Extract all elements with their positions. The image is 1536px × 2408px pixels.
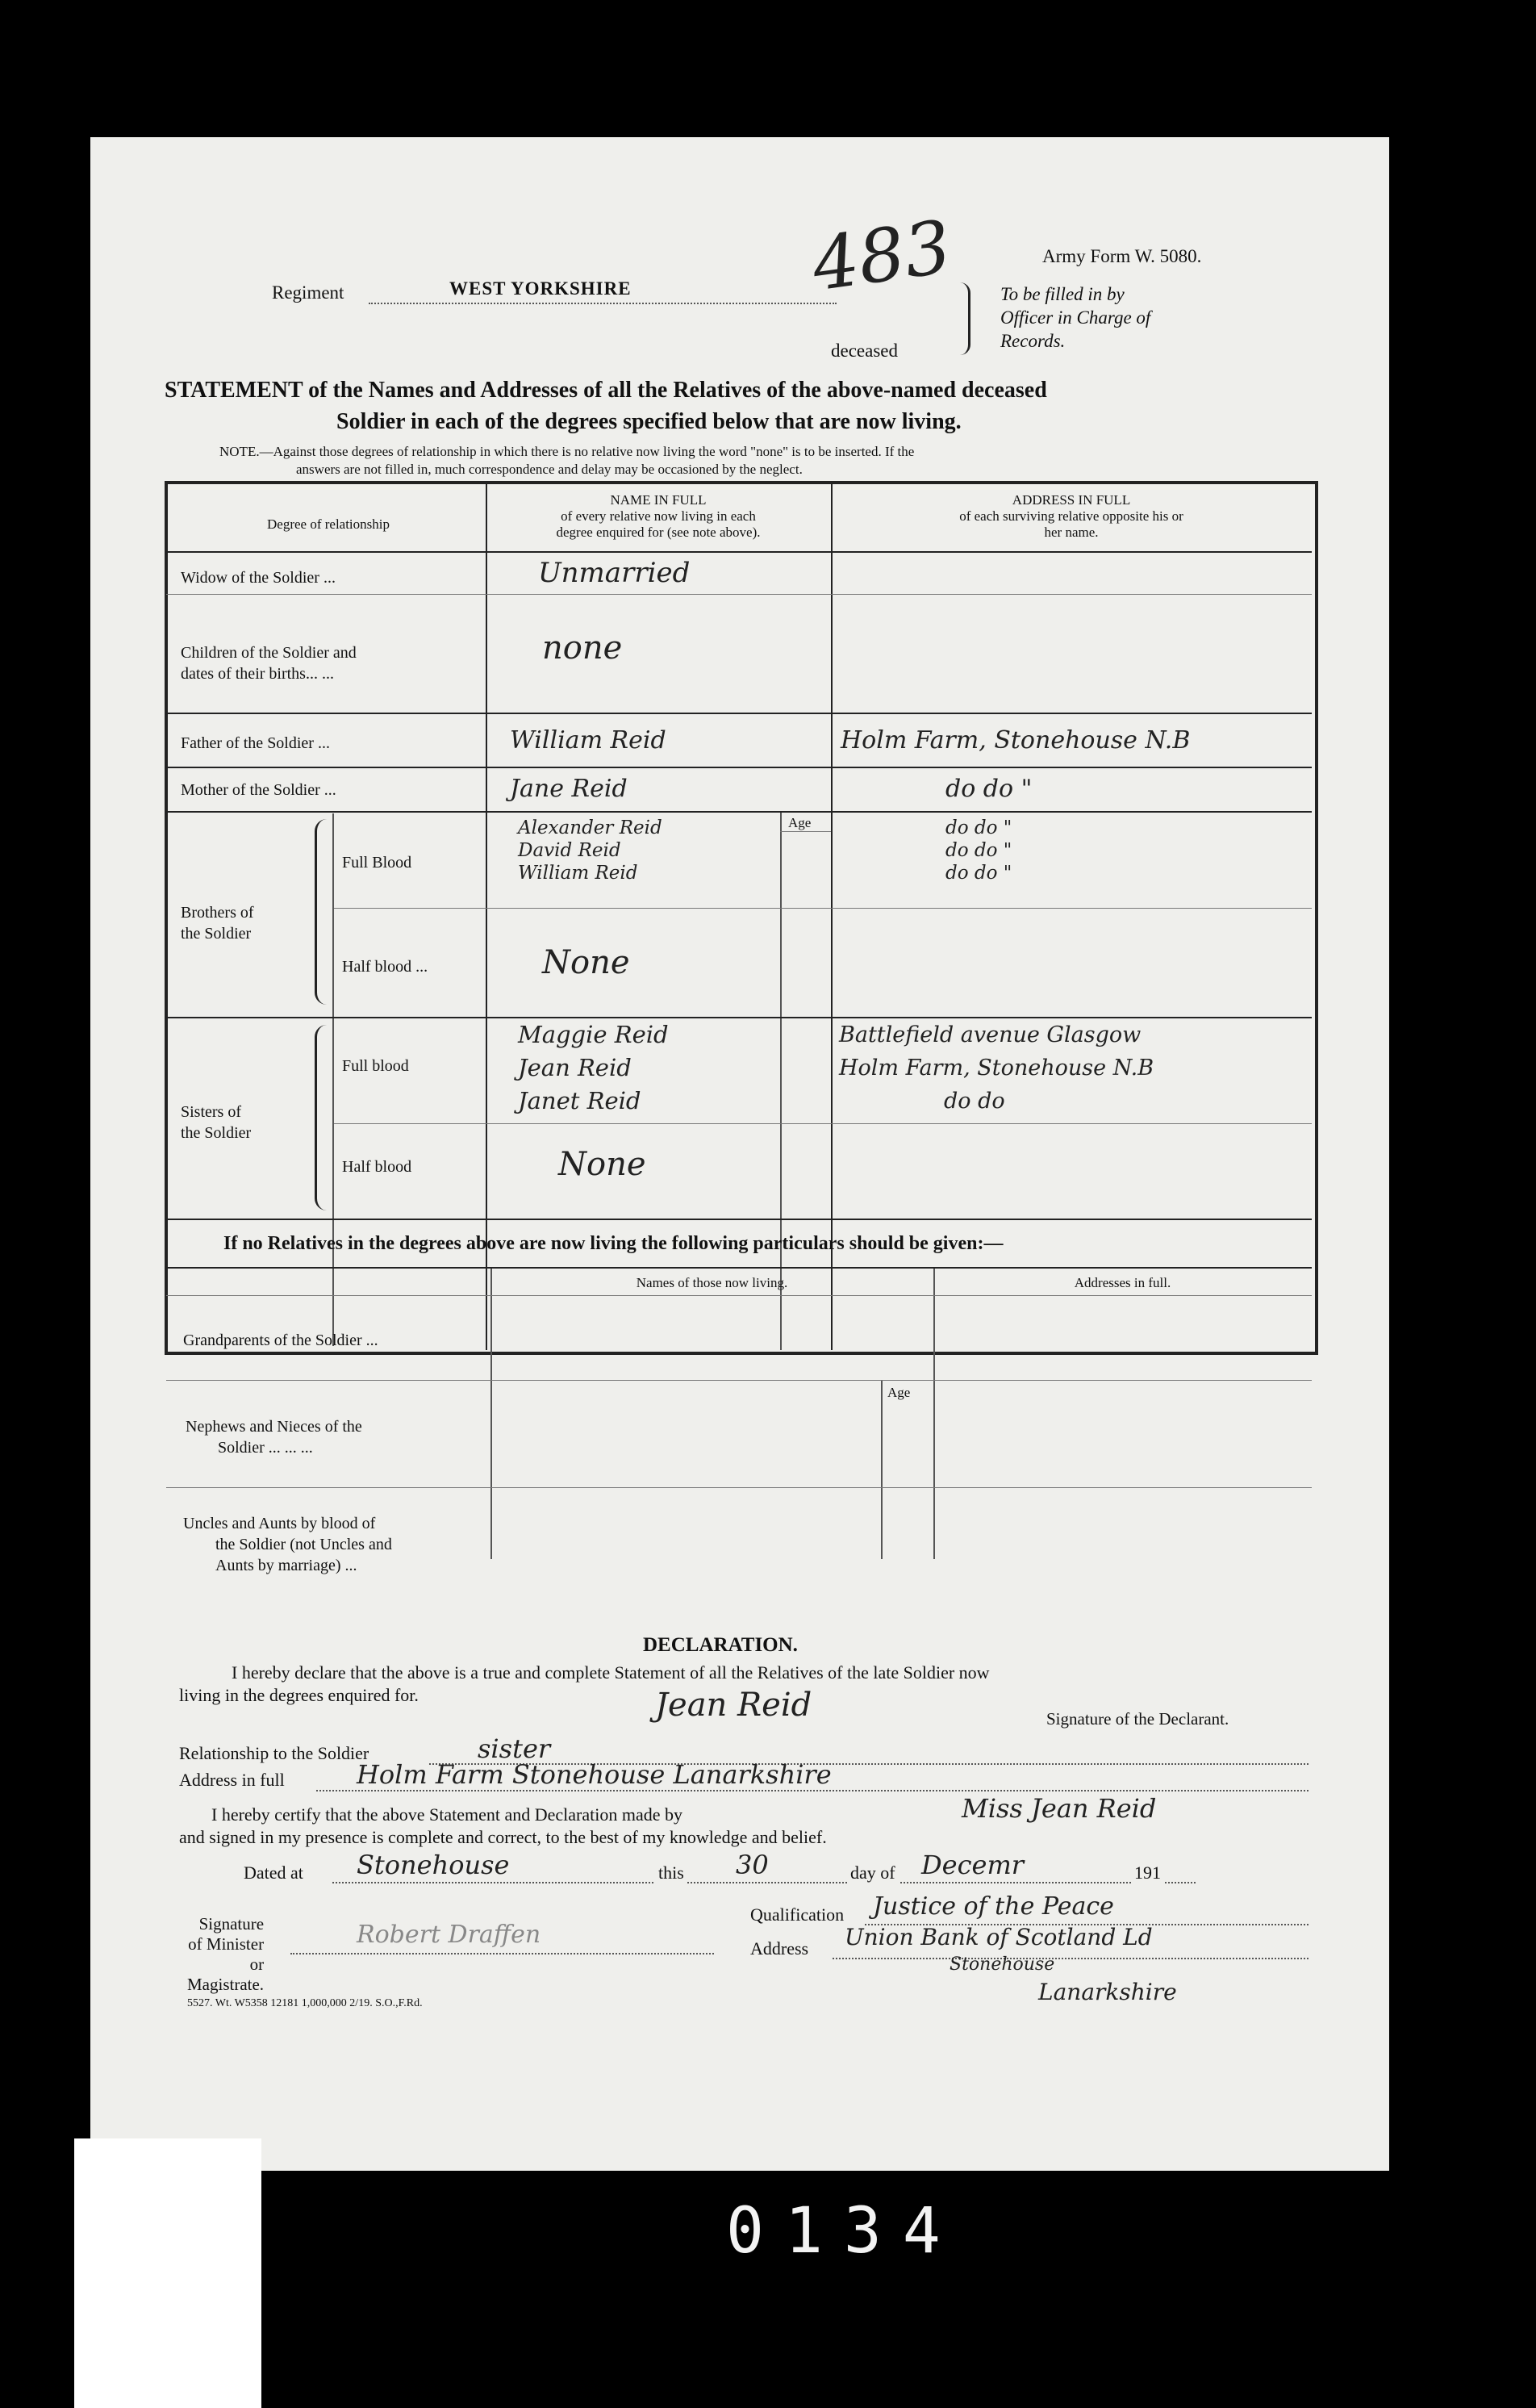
age-label: Age [788,815,812,830]
sister-address: Battlefield avenue Glasgow [839,1022,1142,1047]
header-line: of every relative now living in each [561,508,756,524]
no-relatives-heading: If no Relatives in the degrees above are now living the following particulars should be given:— [223,1233,1004,1254]
dated-line [332,1882,1196,1883]
table2-age-divider [881,1380,883,1559]
row-divider [166,594,1312,595]
sisters-full-addresses [839,1018,1154,1118]
brother-address: do do " [945,817,1012,838]
col-header-name [486,492,831,541]
magistrate-label-line: of Minister [188,1934,265,1954]
uncles-label-line: Uncles and Aunts by blood of [183,1515,376,1532]
certify-text-1: I hereby certify that the above Statement and Declaration made by [211,1804,682,1825]
header-line: ADDRESS IN FULL [1012,492,1131,508]
brothers-label [181,902,254,944]
sisters-label [181,1102,251,1143]
row-divider [166,713,1312,714]
table2-age-label: Age [887,1385,911,1400]
month-value: Decemr [921,1850,1025,1880]
magistrate-signature-line [290,1953,714,1954]
row-divider [166,551,1312,553]
magistrate-label-line: Magistrate. [187,1975,265,1994]
address2-line-text: Stonehouse [950,1954,1055,1975]
sister-address: Holm Farm, Stonehouse N.B [839,1056,1154,1081]
row-divider [166,1487,1312,1488]
address2-label: Address [750,1938,809,1959]
magistrate-label-line: or [249,1954,265,1974]
row-divider [166,1219,1312,1220]
dated-place: Stonehouse [357,1850,510,1880]
sisters-brace [315,1025,327,1210]
header-line: of each surviving relative opposite his or [959,508,1183,524]
brothers-full-names [518,817,662,884]
relatives-table [165,481,1318,1355]
sister-address: do do [944,1089,1005,1114]
row-divider [166,1295,1312,1296]
declaration-text-1: I hereby declare that the above is a true and complete Statement of all the Relatives of the late Soldier now [232,1662,990,1683]
sister-name: Janet Reid [518,1087,641,1114]
father-label: Father of the Soldier ... [181,734,330,752]
sisters-label-line: the Soldier [181,1124,252,1142]
row-divider [166,1380,1312,1381]
deceased-number: 483 [807,204,957,308]
regiment-line [369,303,837,304]
table2-address-header: Addresses in full. [1074,1275,1171,1290]
children-label [181,642,357,684]
certify-text-2: and signed in my presence is complete and correct, to the best of my knowledge and belief. [179,1827,827,1847]
row-divider [166,811,1312,813]
sisters-full-names [518,1018,669,1118]
widow-name: Unmarried [538,557,691,589]
brothers-label-line: the Soldier [181,925,252,943]
declaration-text-2: living in the degrees enquired for. [179,1685,419,1705]
magistrate-signature: Robert Draffen [357,1921,541,1949]
qualification-label: Qualification [750,1904,845,1925]
mother-address: do do " [945,775,1033,803]
age-header-line [780,831,831,832]
children-label-line: dates of their births... ... [181,665,334,683]
col-header-degree: Degree of relationship [267,516,390,532]
sisters-half-name: None [558,1146,646,1183]
header-line: NAME IN FULL [610,492,707,508]
brothers-half-name: None [542,944,630,981]
table2-col-divider [933,1269,935,1559]
records-note [1000,282,1150,353]
brother-address: do do " [945,840,1012,861]
address-label: Address in full [179,1770,285,1790]
records-note-line: Records. [1000,331,1066,351]
declarant-signature: Jean Reid [655,1687,812,1724]
row-divider [166,1267,1312,1269]
relationship-label: Relationship to the Soldier [179,1743,369,1763]
qualification-value: Justice of the Peace [873,1892,1114,1921]
brothers-half-blood-label: Half blood ... [342,958,428,976]
brother-name: Alexander Reid [518,817,662,838]
brother-name: David Reid [518,840,621,861]
address-value: Holm Farm Stonehouse Lanarkshire [357,1759,832,1790]
this-label: this [655,1862,687,1883]
note-line-2: answers are not filled in, much correspondence and delay may be occasioned by the neglect. [296,462,803,477]
address-line [316,1790,1309,1791]
sister-name: Maggie Reid [518,1021,669,1048]
brother-address: do do " [945,863,1012,884]
white-label-block [74,2138,261,2408]
father-name: William Reid [510,726,666,755]
sisters-label-line: Sisters of [181,1103,241,1121]
uncles-label-line: the Soldier (not Uncles and [215,1536,392,1553]
address2-line-text: Lanarkshire [1038,1979,1177,2005]
nephews-label [186,1416,362,1458]
blood-col-divider [332,813,334,1346]
magistrate-label [187,1914,264,1995]
brothers-brace [315,819,327,1005]
brothers-full-blood-label: Full Blood [342,854,412,872]
regiment-value: WEST YORKSHIRE [449,278,632,299]
uncles-label [183,1513,392,1576]
children-name: none [542,629,623,667]
brothers-full-addresses [945,817,1012,884]
brothers-label-line: Brothers of [181,904,254,922]
year-prefix: 191 [1131,1862,1164,1883]
uncles-label-line: Aunts by marriage) ... [215,1557,357,1574]
age-col-divider [780,811,782,1350]
deceased-label: deceased [831,341,898,361]
address2-value [845,1924,1177,2006]
children-label-line: Children of the Soldier and [181,644,357,662]
col-header-address [831,492,1312,541]
magistrate-label-line: Signature [198,1914,265,1934]
brother-name: William Reid [518,863,638,884]
page-number: 0134 [726,2195,962,2268]
mother-label: Mother of the Soldier ... [181,781,336,799]
dated-label: Dated at [244,1862,303,1883]
sister-name: Jean Reid [518,1054,632,1081]
address2-line-text: Union Bank of Scotland Ld [845,1924,1153,1950]
row-divider [334,1123,1312,1124]
statement-title-2: Soldier in each of the degrees specified below that are now living. [336,409,962,434]
records-note-line: To be filled in by [1000,284,1125,304]
father-address: Holm Farm, Stonehouse N.B [841,726,1191,755]
widow-label: Widow of the Soldier ... [181,569,336,587]
declaration-title: DECLARATION. [643,1634,798,1656]
grandparents-label: Grandparents of the Soldier ... [183,1332,378,1349]
day-of-label: day of [847,1862,899,1883]
records-note-line: Officer in Charge of [1000,307,1151,328]
certify-name: Miss Jean Reid [962,1793,1157,1824]
records-brace [960,282,970,355]
declarant-signature-label: Signature of the Declarant. [1046,1709,1229,1729]
nephews-label-line: Nephews and Nieces of the [186,1418,362,1436]
sisters-half-blood-label: Half blood [342,1158,412,1176]
sisters-full-blood-label: Full blood [342,1057,409,1075]
nephews-label-line: Soldier ... ... ... [218,1439,313,1457]
day-value: 30 [736,1850,769,1880]
statement-title-1: STATEMENT of the Names and Addresses of all the Relatives of the above-named deceased [165,378,1047,403]
printer-line: 5527. Wt. W5358 12181 1,000,000 2/19. S.O.,F.Rd. [187,1997,423,2009]
row-divider [334,908,1312,909]
table2-names-header: Names of those now living. [636,1275,788,1290]
note-line-1: NOTE.—Against those degrees of relationship in which there is no relative now living the word "none" is to be inserted. If the [219,444,915,459]
regiment-label: Regiment [272,282,344,303]
form-id: Army Form W. 5080. [1042,246,1202,266]
header-line: her name. [1044,525,1099,540]
table2-col-divider [490,1269,492,1559]
header-line: degree enquired for (see note above). [556,525,761,540]
relationship-value: sister [478,1733,551,1764]
row-divider [166,767,1312,768]
mother-name: Jane Reid [510,775,628,803]
form-paper [90,137,1389,2171]
